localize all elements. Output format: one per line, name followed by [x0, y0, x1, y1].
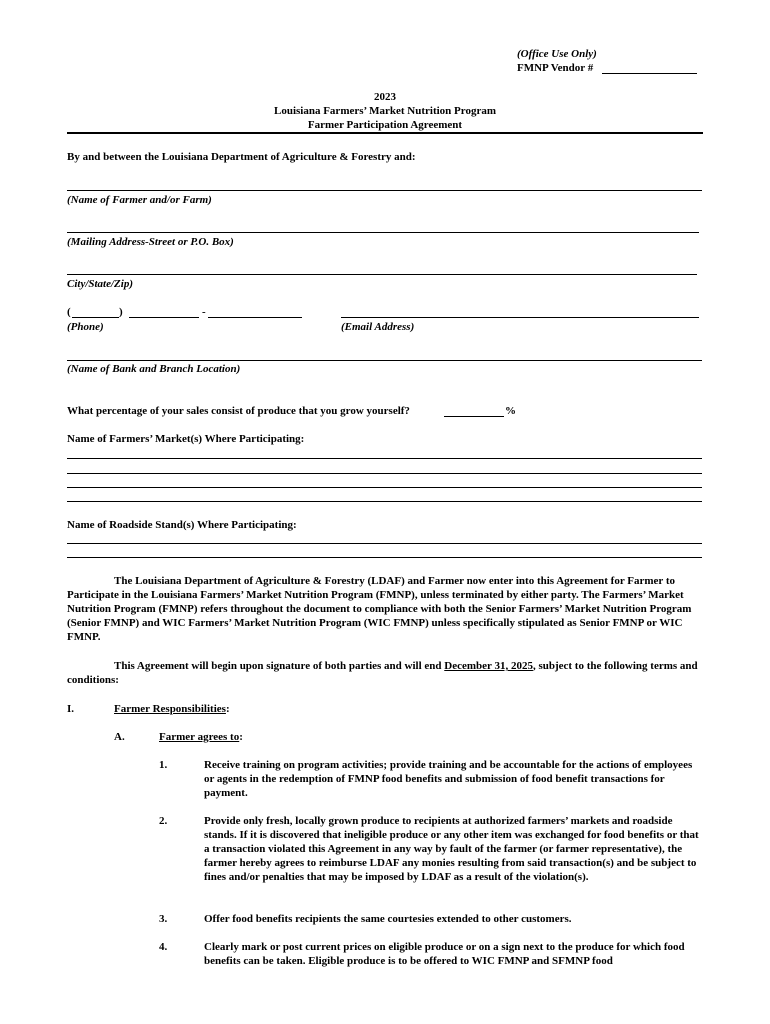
- email-label: (Email Address): [341, 321, 415, 333]
- mailing-address-field[interactable]: [67, 232, 699, 233]
- subsection-title: Farmer agrees to:: [159, 731, 243, 743]
- markets-line-3[interactable]: [67, 487, 702, 488]
- list-item: Provide only fresh, locally grown produce to recipients at authorized farmers’ markets and roadside stands. If it is discovered that ineligible produce or any other item was exchanged for food benefits or that a transaction violated this Agreement in any way by fault of the farmer (or farmer representative), the farmer hereby agrees to reimburse LDAF any monies resulting from said transaction(s) and be subject to fines and/or penalties that may be imposed by LDAF as a result of the violation(s).: [204, 815, 699, 883]
- item-number: 2.: [159, 815, 168, 827]
- end-date: December 31, 2025: [444, 660, 533, 672]
- page-title: Farmer Participation Agreement: [307, 119, 463, 131]
- phone-area-code-field[interactable]: [72, 317, 119, 318]
- list-item: Receive training on program activities; provide training and be accountable for the actions of employees or agents in the redemption of FMNP food benefits and submission of food benefit transactions for payment.: [204, 759, 693, 799]
- percentage-field[interactable]: [444, 416, 504, 417]
- list-item: Clearly mark or post current prices on eligible produce or on a sign next to the produce for which food benefits can be taken. Eligible produce is to be offered to WIC FMNP and SFMNP food: [204, 941, 685, 967]
- city-state-zip-field[interactable]: [67, 274, 697, 275]
- phone-dash: -: [202, 306, 206, 318]
- percentage-suffix: %: [505, 405, 516, 417]
- vendor-number-blank[interactable]: [602, 73, 697, 74]
- stands-question: Name of Roadside Stand(s) Where Participating:: [67, 519, 297, 531]
- markets-line-2[interactable]: [67, 473, 702, 474]
- stands-line-1[interactable]: [67, 543, 702, 544]
- mailing-address-label: (Mailing Address-Street or P.O. Box): [67, 236, 234, 248]
- list-item: Offer food benefits recipients the same courtesies extended to other customers.: [204, 913, 572, 925]
- phone-label: (Phone): [67, 321, 104, 333]
- item-number: 3.: [159, 913, 168, 925]
- bank-name-field[interactable]: [67, 360, 702, 361]
- percentage-question: What percentage of your sales consist of produce that you grow yourself?: [67, 405, 410, 417]
- title-divider: [67, 132, 703, 134]
- farmer-name-field[interactable]: [67, 190, 702, 191]
- markets-line-1[interactable]: [67, 458, 702, 459]
- markets-line-4[interactable]: [67, 501, 702, 502]
- item-number: 4.: [159, 941, 168, 953]
- city-state-zip-label: City/State/Zip): [67, 278, 133, 290]
- program-name: Louisiana Farmers’ Market Nutrition Program: [274, 105, 496, 117]
- agreement-year: 2023: [374, 91, 396, 103]
- stands-line-2[interactable]: [67, 557, 702, 558]
- phone-close-paren: ): [119, 306, 123, 318]
- intro-text: By and between the Louisiana Department of Agriculture & Forestry and:: [67, 151, 416, 163]
- phone-line-field[interactable]: [208, 317, 302, 318]
- vendor-number-label: FMNP Vendor #: [517, 62, 594, 74]
- item-number: 1.: [159, 759, 168, 771]
- email-field[interactable]: [341, 317, 699, 318]
- farmer-name-label: (Name of Farmer and/or Farm): [67, 194, 212, 206]
- section-number: I.: [67, 703, 75, 715]
- phone-prefix-field[interactable]: [129, 317, 199, 318]
- office-use-label: (Office Use Only): [517, 48, 597, 60]
- agreement-paragraph: The Louisiana Department of Agriculture & Forestry (LDAF) and Farmer now enter into this Agreement for Farmer to Participate in the Louisiana Farmers’ Market Nutrition Program (FMNP), unless terminated by either party. The Farmers’ Market Nutrition Program (FMNP) refers throughout the document to compliance with both the Senior Farmers’ Market Nutrition Program (Senior FMNP) and WIC Farmers’ Market Nutrition Program (WIC FMNP) unless specifically stipulated as Senior FMNP or WIC FMNP.: [67, 575, 692, 643]
- phone-open-paren: (: [67, 306, 71, 318]
- subsection-number: A.: [114, 731, 125, 743]
- bank-name-label: (Name of Bank and Branch Location): [67, 363, 241, 375]
- term-paragraph: This Agreement will begin upon signature of both parties and will end December 31, 2025, subject to the following terms and conditions:: [67, 660, 698, 686]
- markets-question: Name of Farmers’ Market(s) Where Participating:: [67, 433, 305, 445]
- section-title: Farmer Responsibilities:: [114, 703, 230, 715]
